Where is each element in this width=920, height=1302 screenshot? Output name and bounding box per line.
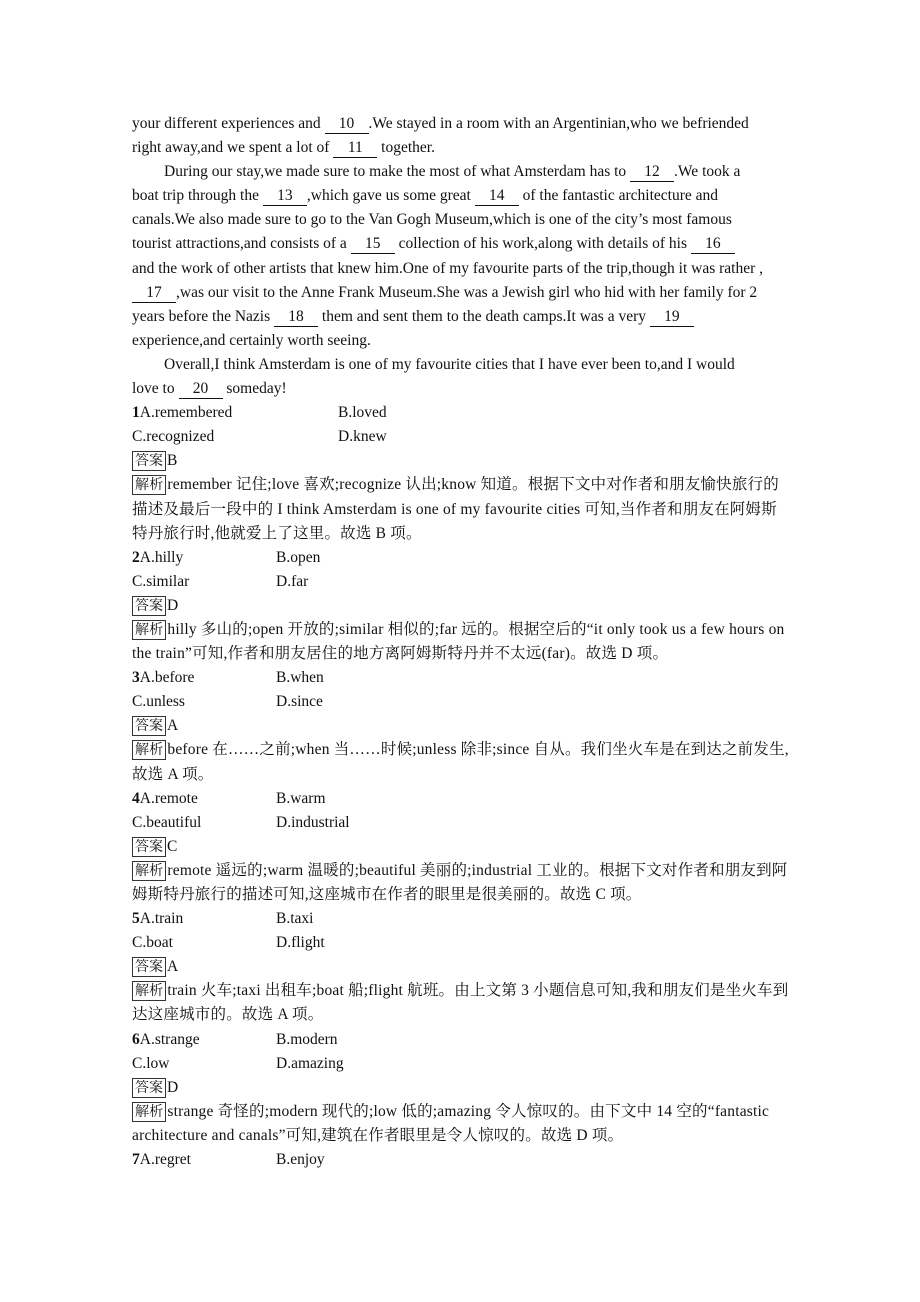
option	[132, 787, 276, 811]
passage-text: Overall,I think Amsterdam is one of my favourite cities that I have ever been to,and I would	[164, 355, 735, 373]
answer-value: B	[167, 452, 178, 470]
options-row	[132, 425, 792, 449]
option-text: A.remote	[139, 789, 198, 807]
passage-text: your different experiences and	[132, 115, 325, 132]
options-row	[132, 787, 792, 811]
option: C.boat	[132, 934, 173, 952]
passage-line	[132, 281, 792, 305]
blank-number: 15	[351, 235, 395, 254]
passage-line	[132, 160, 792, 184]
option: D.amazing	[276, 1054, 344, 1072]
passage-text: During our stay,we made sure to make the most of what Amsterdam has to	[164, 163, 631, 181]
question-number: 3	[132, 669, 140, 687]
option: C.beautiful	[132, 813, 202, 831]
passage-line	[132, 305, 792, 329]
passage-line	[132, 232, 792, 256]
passage-text: together.	[377, 139, 435, 157]
passage-line	[132, 208, 792, 232]
options-row	[132, 546, 792, 570]
passage-text: .We stayed in a room with an Argentinian,who we befriended	[368, 115, 749, 132]
question-number: 7	[132, 1151, 140, 1169]
passage-text: experience,and certainly worth seeing.	[132, 331, 371, 349]
passage-text: right away,and we spent a lot of	[132, 139, 334, 157]
analysis-label: 解析	[132, 740, 166, 760]
options-row	[132, 1052, 792, 1076]
options-row	[132, 907, 792, 931]
option: C.low	[132, 1054, 170, 1072]
option-text: A.before	[139, 669, 195, 687]
analysis-block	[132, 738, 792, 786]
option: B.loved	[338, 404, 387, 422]
blank-number: 19	[650, 308, 694, 327]
blank-number: 13	[263, 187, 307, 206]
analysis-text: remember 记住;love 喜欢;recognize 认出;know 知道。根据下文中对作者和朋友愉快旅行的描述及最后一段中的 I think Amsterdam is one of my favourite cities 可知,当作者和朋友在阿姆斯特丹旅行时,他就爱上了这里。故选 B 项。	[132, 476, 779, 542]
passage-line	[132, 329, 792, 353]
answer-line	[132, 714, 792, 738]
option-text: A.strange	[139, 1030, 200, 1048]
answer-value: C	[167, 837, 178, 855]
passage-line	[132, 257, 792, 281]
blank-number: 17	[132, 284, 176, 303]
options-row	[132, 690, 792, 714]
analysis-block	[132, 979, 792, 1027]
blank-number: 12	[630, 163, 674, 182]
option: D.since	[276, 693, 323, 711]
document-page	[132, 112, 792, 1172]
option: C.recognized	[132, 428, 215, 446]
option: D.industrial	[276, 813, 350, 831]
answer-label: 答案	[132, 837, 166, 857]
option	[132, 907, 276, 931]
option-text: A.hilly	[139, 548, 184, 566]
option: B.when	[276, 669, 324, 687]
option-text: A.remembered	[139, 404, 233, 422]
answer-label: 答案	[132, 596, 166, 616]
options-row	[132, 1148, 792, 1172]
option	[132, 401, 338, 425]
analysis-label: 解析	[132, 475, 166, 495]
option: C.similar	[132, 572, 190, 590]
analysis-text: hilly 多山的;open 开放的;similar 相似的;far 远的。根据空后的“it only took us a few hours on the train”可知,作者和朋友居住的地方离阿姆斯特丹并不太远(far)。故选 D 项。	[132, 620, 785, 663]
answer-line	[132, 955, 792, 979]
analysis-text: train 火车;taxi 出租车;boat 船;flight 航班。由上文第 3 小题信息可知,我和朋友们是坐火车到达这座城市的。故选 A 项。	[132, 982, 789, 1024]
options-row	[132, 666, 792, 690]
question-number: 1	[132, 404, 140, 422]
analysis-label: 解析	[132, 620, 166, 640]
analysis-label: 解析	[132, 1102, 166, 1122]
question-number: 4	[132, 789, 140, 807]
answer-line	[132, 594, 792, 618]
passage-line	[132, 184, 792, 208]
answer-label: 答案	[132, 716, 166, 736]
answer-value: D	[167, 596, 179, 614]
answer-label: 答案	[132, 1078, 166, 1098]
answer-line	[132, 835, 792, 859]
option: B.modern	[276, 1030, 338, 1048]
passage-text: of the fantastic architecture and	[518, 187, 718, 205]
passage-line	[132, 353, 792, 377]
question-number: 2	[132, 548, 140, 566]
answer-value: D	[167, 1078, 179, 1096]
passage-text: ,which gave us some great	[306, 187, 475, 205]
option: D.far	[276, 572, 309, 590]
passage-line	[132, 112, 792, 136]
option-text: A.regret	[139, 1151, 191, 1169]
analysis-text: strange 奇怪的;modern 现代的;low 低的;amazing 令人惊叹的。由下文中 14 空的“fantastic architecture and canals”可知,建筑在作者眼里是令人惊叹的。故选 D 项。	[132, 1102, 770, 1144]
analysis-text: remote 遥远的;warm 温暖的;beautiful 美丽的;industrial 工业的。根据下文对作者和朋友到阿姆斯特丹旅行的描述可知,这座城市在作者的眼里是很美丽的。故选 C 项。	[132, 861, 788, 903]
passage-text: them and sent them to the death camps.It was a very	[318, 307, 650, 325]
answer-value: A	[167, 958, 179, 976]
option: B.taxi	[276, 910, 314, 928]
analysis-label: 解析	[132, 861, 166, 881]
options-row	[132, 570, 792, 594]
option: D.knew	[338, 428, 387, 446]
option	[132, 1148, 276, 1172]
options-row	[132, 811, 792, 835]
blank-number: 11	[333, 139, 377, 158]
answer-label: 答案	[132, 451, 166, 471]
option: B.open	[276, 548, 321, 566]
question-number: 5	[132, 910, 140, 928]
answer-value: A	[167, 717, 179, 735]
option: B.warm	[276, 789, 326, 807]
answer-line	[132, 449, 792, 473]
passage-text: boat trip through the	[132, 187, 263, 205]
options-row	[132, 401, 792, 425]
passage-text: ,was our visit to the Anne Frank Museum.She was a Jewish girl who hid with her family for 2	[176, 283, 758, 301]
option: B.enjoy	[276, 1151, 325, 1169]
analysis-block	[132, 618, 792, 666]
blank-number: 18	[274, 308, 318, 327]
analysis-block	[132, 473, 792, 545]
passage-text: .We took a	[674, 163, 741, 181]
option-text: A.train	[139, 910, 184, 928]
question-number: 6	[132, 1030, 140, 1048]
option	[132, 666, 276, 690]
analysis-block	[132, 1100, 792, 1148]
passage-text: canals.We also made sure to go to the Van Gogh Museum,which is one of the city’s most famous	[132, 211, 732, 229]
passage-text: and the work of other artists that knew him.One of my favourite parts of the trip,though it was rather ,	[132, 259, 764, 277]
blank-number: 16	[691, 235, 735, 254]
passage-text: tourist attractions,and consists of a	[132, 235, 351, 253]
passage-text: someday!	[222, 380, 287, 398]
blank-number: 10	[325, 115, 369, 134]
option: D.flight	[276, 934, 325, 952]
options-row	[132, 931, 792, 955]
option	[132, 1028, 276, 1052]
analysis-block	[132, 859, 792, 907]
passage-line	[132, 136, 792, 160]
answer-label: 答案	[132, 957, 166, 977]
analysis-text: before 在……之前;when 当……时候;unless 除非;since 自从。我们坐火车是在到达之前发生,故选 A 项。	[132, 741, 789, 783]
analysis-label: 解析	[132, 981, 166, 1001]
blank-number: 20	[179, 380, 223, 399]
option	[132, 546, 276, 570]
passage-line	[132, 377, 792, 401]
passage-text: years before the Nazis	[132, 307, 275, 325]
passage-text: love to	[132, 380, 179, 398]
answer-line	[132, 1076, 792, 1100]
options-row	[132, 1028, 792, 1052]
passage-text: collection of his work,along with details of his	[394, 235, 691, 253]
option: C.unless	[132, 693, 185, 711]
blank-number: 14	[475, 187, 519, 206]
